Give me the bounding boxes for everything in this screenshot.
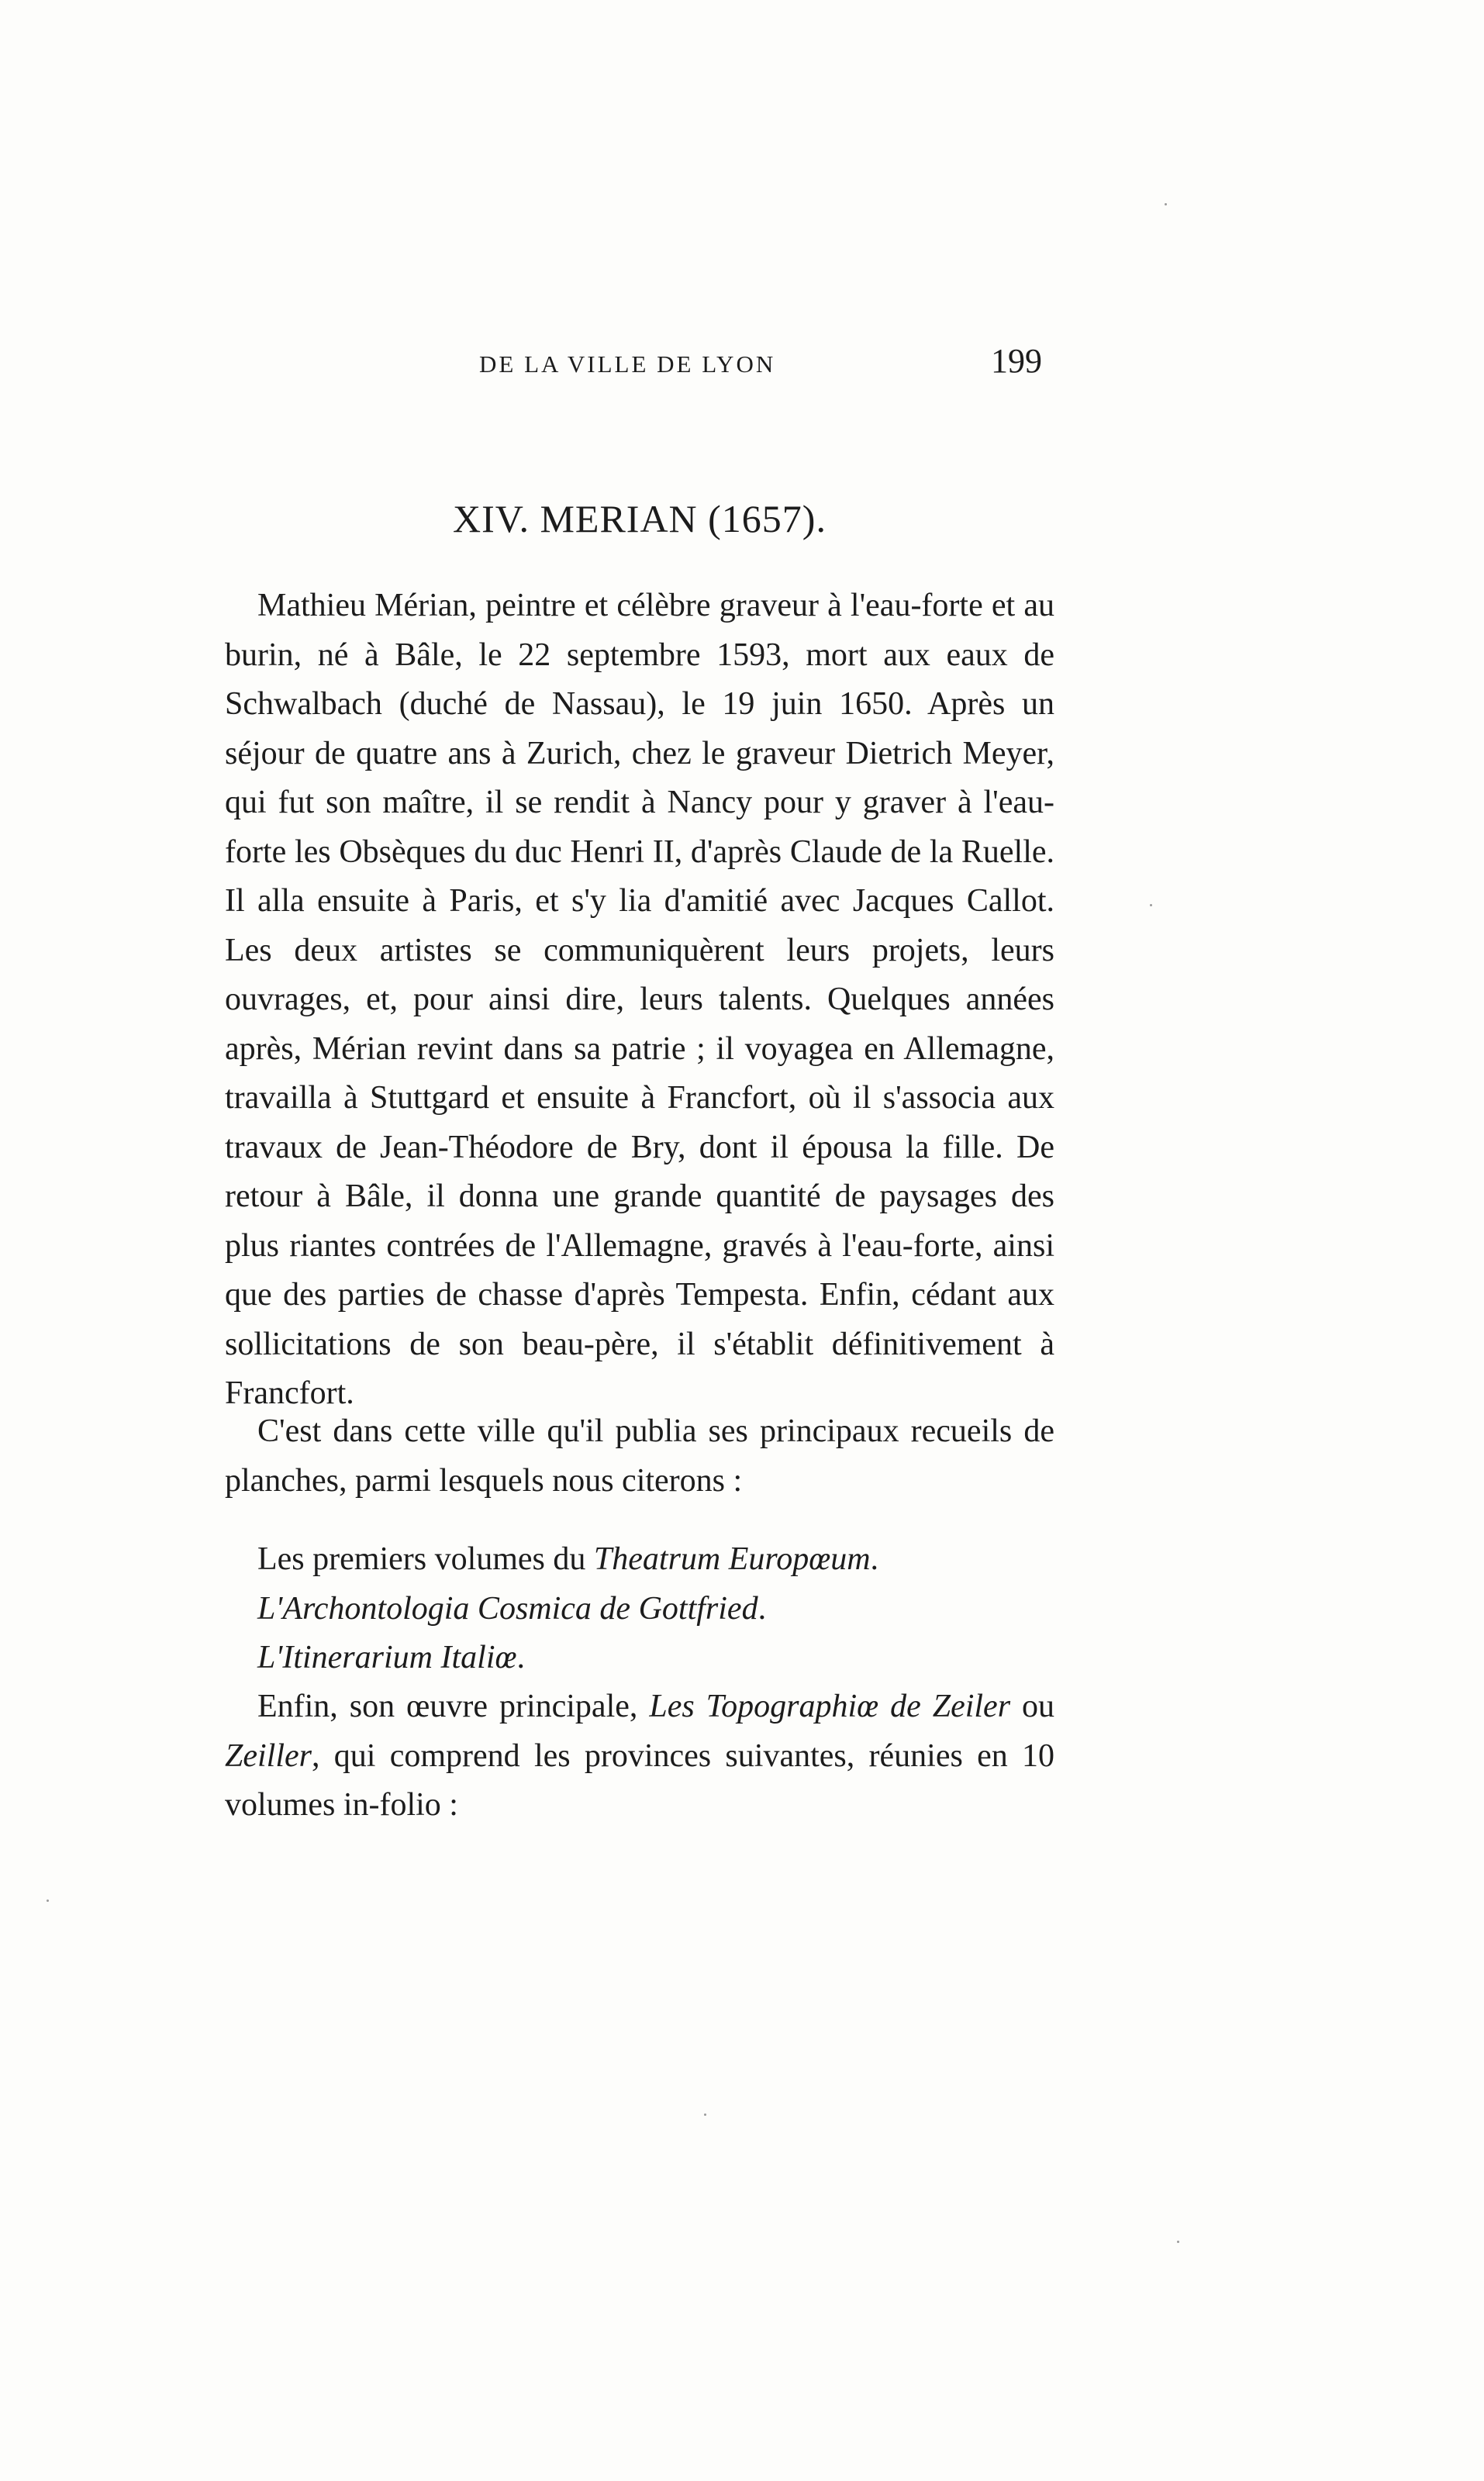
paper-speck [1165, 203, 1167, 205]
text-run: ou [1010, 1689, 1054, 1724]
paper-speck [1150, 904, 1152, 906]
item-text: Les premiers volumes du [257, 1541, 594, 1577]
chapter-title: XIV. MERIAN (1657). [453, 497, 827, 540]
item-punctuation: . [758, 1590, 767, 1627]
paper-speck [47, 1900, 49, 1902]
page-number: 199 [991, 342, 1042, 380]
paper-speck [704, 2114, 706, 2116]
publication-intro-paragraph [225, 1407, 1054, 1506]
work-title: Theatrum Europœum [593, 1541, 871, 1577]
topographia-paragraph [225, 1682, 1054, 1831]
works-list-item [257, 1634, 1048, 1683]
works-list-item [257, 1535, 1048, 1585]
text-run: Enfin, son œuvre principale, [257, 1689, 650, 1724]
paragraph-text: Mathieu Mérian, peintre et célèbre graveur à l'eau-forte et au burin, né à Bâle, le 22 septembre 1593, mort aux eaux de Schwalbach (duché de Nassau), le 19 juin 1650. Après un séjour de quatre ans à Zurich, chez le graveur Dietrich Meyer, qui fut son maître, il se rendit à Nancy pour y graver à l'eau-forte les Obsèques du duc Henri II, d'après Claude de la Ruelle. Il alla ensuite à Paris, et s'y lia d'amitié avec Jacques Callot. Les deux artistes se communiquèrent leurs projets, leurs ouvrages, et, pour ainsi dire, leurs talents. Quelques années après, Mérian revint dans sa patrie ; il voyagea en Allemagne, travailla à Stuttgard et ensuite à Francfort, où il s'associa aux travaux de Jean-Théodore de Bry, dont il épousa la fille. De retour à Bâle, il donna une grande quantité de paysages des plus riantes contrées de l'Allemagne, gravés à l'eau-forte, ainsi que des parties de chasse d'après Tempesta. Enfin, cédant aux sollicitations de son beau-père, il s'établit définitivement à Francfort. [225, 588, 1054, 1411]
paper-speck [1177, 2241, 1179, 2243]
item-punctuation: . [870, 1541, 879, 1577]
biography-paragraph [225, 581, 1054, 1419]
paragraph-text: C'est dans cette ville qu'il publia ses principaux recueils de planches, parmi lesquels nous citerons : [225, 1413, 1054, 1499]
works-list-item [257, 1585, 1048, 1634]
work-title: Les Topographiœ de Zeiler [649, 1689, 1011, 1724]
paragraph-text [225, 1682, 1054, 1831]
text-run: , qui comprend les provinces suivantes, réunies en 10 volumes in-folio : [225, 1737, 1054, 1823]
running-head: DE LA VILLE DE LYON [479, 350, 776, 378]
work-title: L'Archontologia Cosmica de Gottfried [257, 1590, 758, 1627]
works-list [257, 1535, 1048, 1683]
work-title: L'Itinerarium Italiœ [257, 1640, 517, 1675]
author-name: Zeiller [225, 1737, 312, 1774]
item-punctuation: . [516, 1640, 526, 1675]
